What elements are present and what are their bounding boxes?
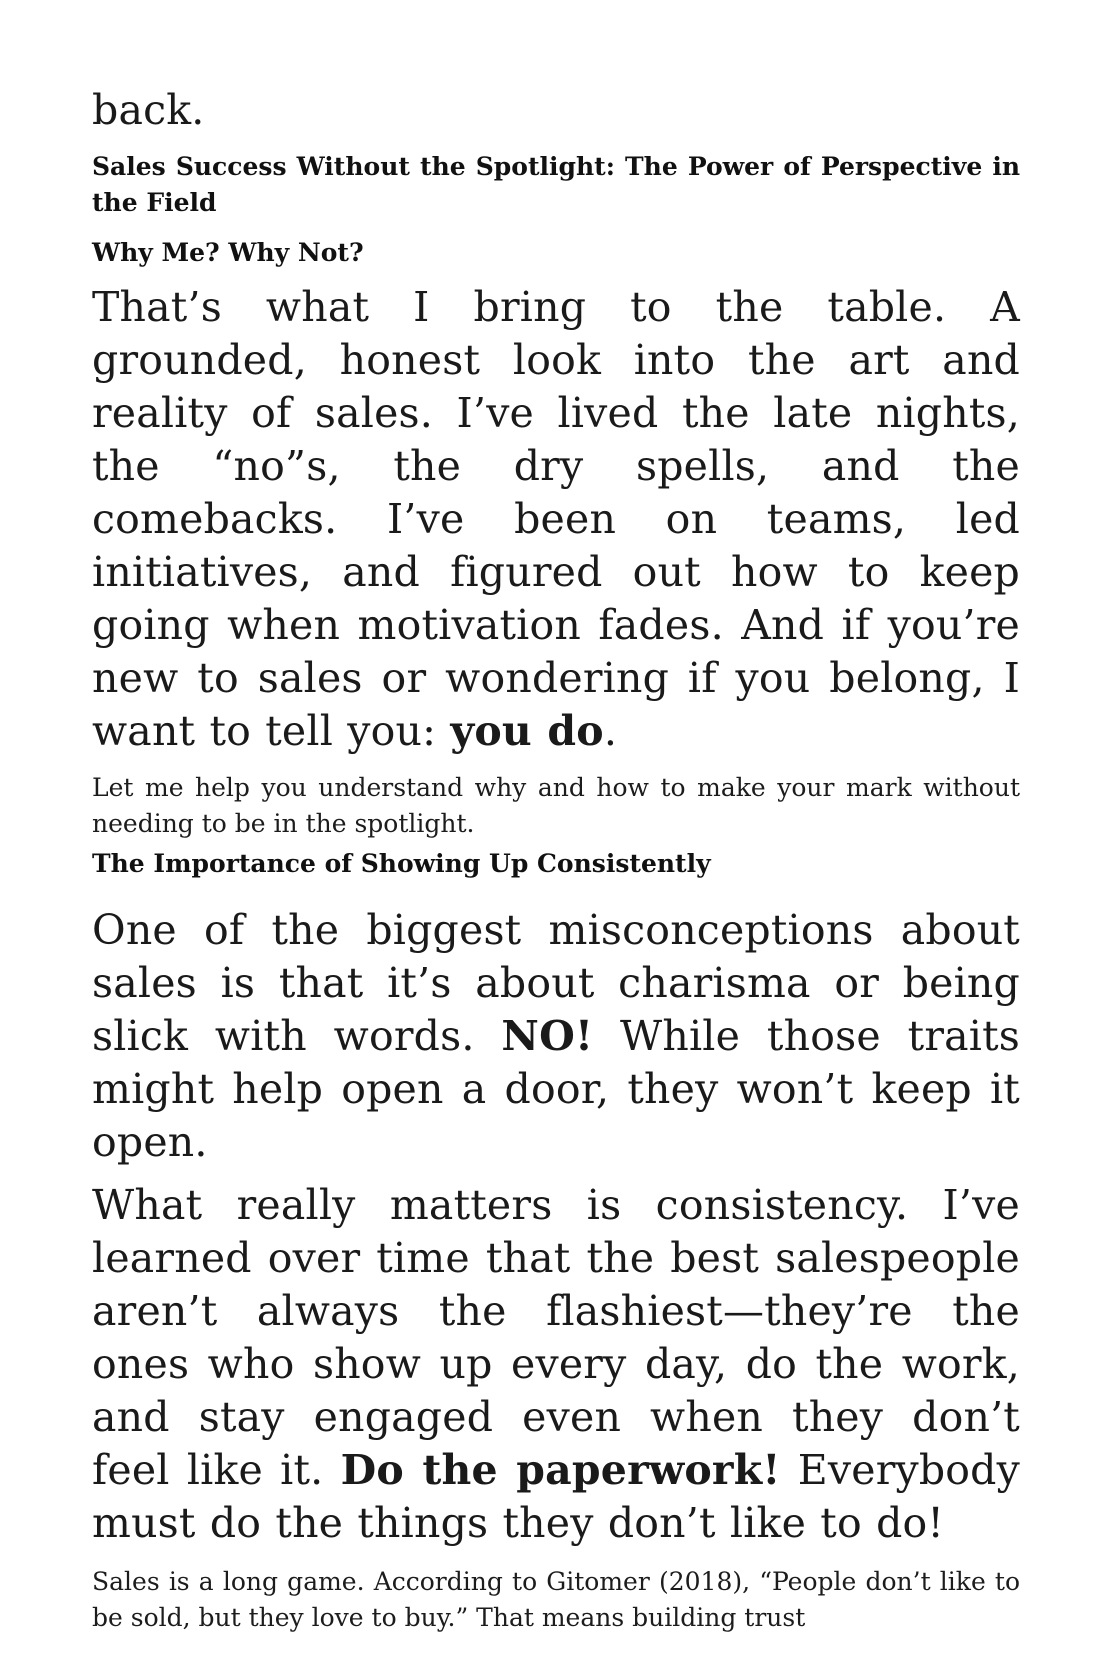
paragraph-consistency-before: What really matters is consistency. I’ve learned over time that the best salespeople aren’t always the flashiest—they’re the ones who show up every day, do the work, and stay engaged even when they don’t feel like it.	[92, 1181, 1020, 1494]
paragraph-long-game: Sales is a long game. According to Gitomer (2018), “People don’t like to be sold, but they love to buy.” That means building trust	[92, 1567, 1020, 1632]
paragraph-what-i-bring-end: .	[603, 707, 618, 755]
paragraph-misconceptions	[92, 904, 1020, 1169]
document-page	[92, 84, 1020, 1636]
paragraph-consistency-after: Everybody must do the things they don’t like to do!	[92, 1446, 1020, 1547]
paragraph-what-i-bring-text: That’s what I bring to the table. A grounded, honest look into the art and reality of sales. I’ve lived the late nights, the “no”s, the dry spells, and the comebacks. I’ve been on teams, led initiatives, and figured out how to keep going when motivation fades. And if you’re new to sales or wondering if you belong, I want to tell you:	[92, 283, 1020, 755]
paragraph-misconceptions-before: One of the biggest misconceptions about sales is that it’s about charisma or being slick with words.	[92, 906, 1020, 1060]
paragraph-what-i-bring-bold: you do	[450, 707, 604, 755]
section-title: Sales Success Without the Spotlight: The Power of Perspective in the Field	[92, 152, 1020, 217]
paragraph-let-me-help: Let me help you understand why and how to make your mark without needing to be in the spotlight.	[92, 773, 1020, 838]
paragraph-consistency	[92, 1179, 1020, 1550]
paragraph-misconceptions-bold: NO!	[501, 1012, 594, 1060]
continuation-text: back.	[92, 86, 205, 134]
paragraph-misconceptions-after: While those traits might help open a door, they won’t keep it open.	[92, 1012, 1020, 1166]
subheading-why-me: Why Me? Why Not?	[92, 238, 364, 267]
subheading-showing-up: The Importance of Showing Up Consistently	[92, 849, 711, 878]
paragraph-consistency-bold: Do the paperwork!	[340, 1446, 781, 1494]
paragraph-what-i-bring	[92, 281, 1020, 758]
